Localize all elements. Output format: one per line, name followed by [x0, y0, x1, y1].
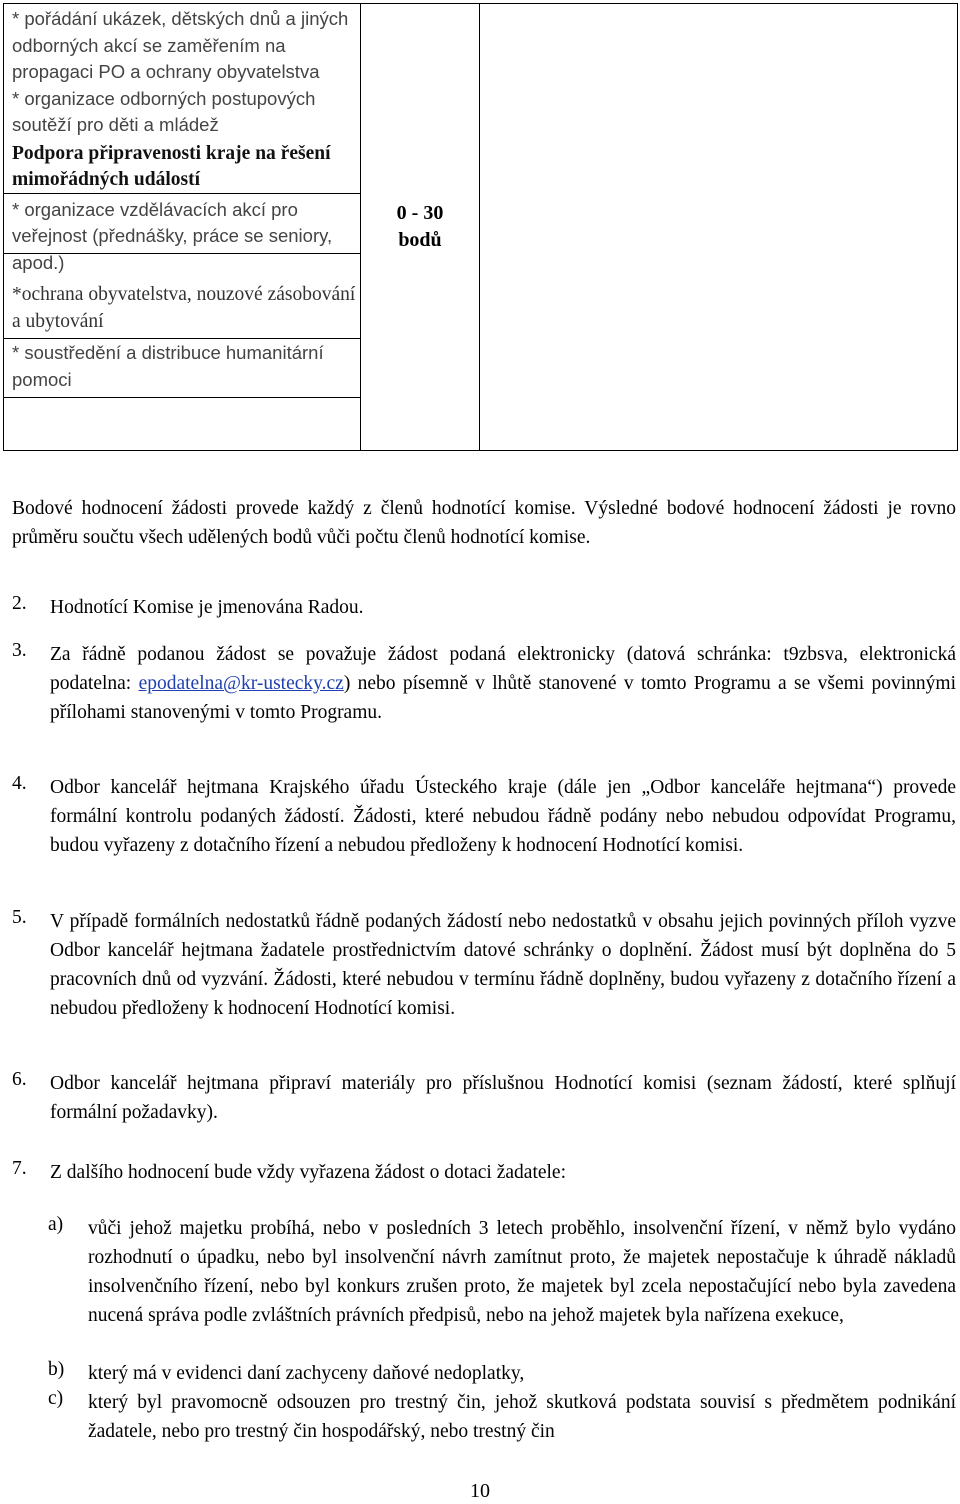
sub-item-text: který byl pravomocně odsouzen pro trestný čin, jehož skutková podstata souvisí s předmětem podnikání žadatele, nebo pro trestný čin hospodářský, nebo trestný čin — [88, 1392, 956, 1442]
criteria-line: * organizace vzdělávacích akcí pro veřejnost (přednášky, práce se seniory, apod.) — [12, 198, 333, 273]
list-item — [12, 1069, 956, 1127]
criteria-line: *ochrana obyvatelstva, nouzové zásobování a ubytování — [12, 284, 356, 332]
criteria-line: * soustředění a distribuce humanitární pomoci — [12, 342, 324, 390]
sub-item-text: vůči jehož majetku probíhá, nebo v posledních 3 letech proběhlo, insolvenční řízení, v němž bylo vydáno rozhodnutí o úpadku, nebo byl insolvenční návrh zamítnut proto, že majetek nepostačuje k úhradě nákladů insolvenčního řízení, nebo byl konkurs zrušen proto, že majetek byl zcela nepostačující nebo byla zavedena nucená správa podle zvláštních právních předpisů, nebo na jehož majetek byla nařízena exekuce, — [88, 1218, 956, 1326]
score-unit: bodů — [398, 229, 442, 251]
row-divider — [4, 397, 360, 398]
score-range: 0 - 30 — [396, 202, 444, 224]
row-divider — [4, 253, 360, 254]
score-cell — [361, 200, 479, 254]
item-number: 4. — [12, 773, 27, 794]
sub-item-text: který má v evidenci daní zachyceny daňové nedoplatky, — [88, 1363, 525, 1384]
item-text: Za řádně podanou žádost se považuje žádost podaná elektronicky (datová schránka: t9zbsva, elektronická podatelna: epodatelna@kr-ustecky.cz) nebo písemně v lhůtě stanovené v tomto Programu a se všemi povinnými přílohami stanovenými v tomto Programu. — [50, 644, 957, 723]
row-divider — [4, 193, 360, 194]
sub-item-letter: c) — [48, 1388, 64, 1409]
sub-item-letter: a) — [48, 1214, 64, 1235]
item-number: 6. — [12, 1069, 27, 1090]
item-text: Odbor kancelář hejtmana připraví materiály pro příslušnou Hodnotící komisi (seznam žádostí, které splňují formální požadavky). — [50, 1073, 956, 1123]
item-number: 2. — [12, 593, 27, 614]
item-text: Z dalšího hodnocení bude vždy vyřazena žádost o dotaci žadatele: — [50, 1162, 567, 1183]
sub-list-item — [48, 1214, 956, 1330]
list-item — [12, 1158, 956, 1187]
criteria-heading: Podpora připravenosti kraje na řešení mimořádných událostí — [12, 142, 331, 190]
sub-list-item — [48, 1388, 956, 1446]
list-item — [12, 593, 956, 622]
row-divider — [4, 338, 360, 339]
item-number: 5. — [12, 907, 27, 928]
item-text: Hodnotící Komise je jmenována Radou. — [50, 597, 364, 618]
item-number: 7. — [12, 1158, 27, 1179]
column-divider — [479, 4, 480, 450]
list-item — [12, 773, 956, 860]
intro-paragraph: Bodové hodnocení žádosti provede každý z členů hodnotící komise. Výsledné bodové hodnocení žádosti je rovno průměru součtu všech udělených bodů vůči počtu členů hodnotící komise. — [12, 498, 956, 548]
sub-item-letter: b) — [48, 1359, 65, 1380]
email-link[interactable]: epodatelna@kr-ustecky.cz — [138, 673, 344, 694]
sub-list-item — [48, 1359, 956, 1388]
criteria-cell — [12, 6, 357, 393]
list-item — [12, 640, 956, 727]
list-item — [12, 907, 956, 1023]
page-number: 10 — [470, 1480, 490, 1502]
item-text: Odbor kancelář hejtmana Krajského úřadu Ústeckého kraje (dále jen „Odbor kanceláře hejtmana“) provede formální kontrolu podaných žádostí. Žádosti, které nebudou řádně podány nebo nebudou odpovídat Programu, budou vyřazeny z dotačního řízení a nebudou předloženy k hodnocení Hodnotící komisi. — [50, 777, 956, 856]
criteria-line: * organizace odborných postupových soutěží pro děti a mládež — [12, 87, 316, 135]
criteria-table — [3, 3, 958, 451]
item-text: V případě formálních nedostatků řádně podaných žádostí nebo nedostatků v obsahu jejich povinných příloh vyzve Odbor kancelář hejtmana žadatele prostřednictvím datové schránky o doplnění. Žádost musí být doplněna do 5 pracovních dnů od vyzvání. Žádosti, které nebudou v termínu řádně doplněny, budou vyřazeny z dotačního řízení a nebudou předloženy k hodnocení Hodnotící komisi. — [50, 911, 956, 1019]
criteria-line: * pořádání ukázek, dětských dnů a jiných odborných akcí se zaměřením na propagaci PO a ochrany obyvatelstva — [12, 8, 349, 82]
item-number: 3. — [12, 640, 27, 661]
